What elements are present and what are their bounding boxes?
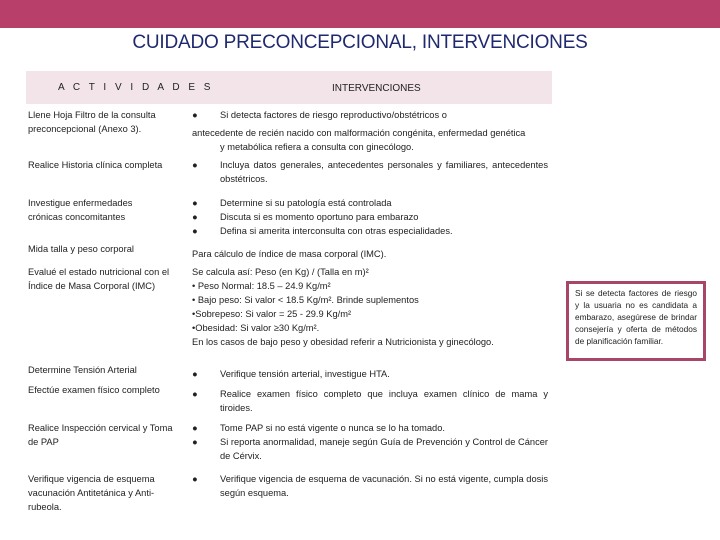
activity: Realice Historia clínica completa [28, 160, 163, 170]
intervention-line: • Peso Normal: 18.5 – 24.9 Kg/m² [192, 281, 331, 291]
header-actividades: A C T I V I D A D E S [58, 82, 214, 93]
bullet-icon: ● [192, 474, 198, 484]
bullet-icon: ● [192, 226, 198, 236]
intervention-line: Se calcula así: Peso (en Kg) / (Talla en m)² [192, 267, 369, 277]
bullet-icon: ● [192, 110, 198, 120]
bullet-icon: ● [192, 369, 198, 379]
top-bar [0, 0, 720, 28]
activity: Llene Hoja Filtro de la consulta preconcepcional (Anexo 3). [28, 110, 156, 134]
intervention-line: En los casos de bajo peso y obesidad referir a Nutricionista y ginecólogo. [192, 337, 494, 347]
intervention-line: •Obesidad: Si valor ≥30 Kg/m². [192, 323, 320, 333]
intervention: ● Si detecta factores de riesgo reproductivo/obstétricos o [192, 110, 447, 120]
bullet-icon: ● [192, 389, 198, 399]
intervention-line: • Bajo peso: Si valor < 18.5 Kg/m². Brinde suplementos [192, 295, 419, 305]
activity: Evalué el estado nutricional con el Índice de Masa Corporal (IMC) [28, 267, 170, 291]
bullet-icon: ● [192, 437, 198, 447]
activity: Verifique vigencia de esquema vacunación Antitetánica y Anti-rubeola. [28, 474, 155, 512]
bullet-icon: ● [192, 160, 198, 170]
intervention-line: antecedente de recién nacido con malformación congénita, enfermedad genética [192, 128, 526, 138]
intervention-line: •Sobrepeso: Si valor = 25 - 29.9 Kg/m² [192, 309, 352, 319]
intervention: ● Verifique vigencia de esquema de vacunación. Si no está vigente, cumpla dosis según esquema. [192, 474, 548, 498]
activity: Determine Tensión Arterial [28, 365, 137, 375]
intervention-line: y metabólica refiera a consulta con ginecólogo. [220, 142, 414, 152]
intervention: ● Realice examen físico completo que incluya examen clínico de mama y tiroides. [192, 389, 548, 413]
page-title: CUIDADO PRECONCEPCIONAL, INTERVENCIONES [132, 32, 588, 53]
activity: Realice Inspección cervical y Toma de PAP [28, 423, 173, 447]
intervention [192, 265, 548, 349]
activity: Efectúe examen físico completo [28, 385, 160, 395]
side-note: Si se detecta factores de riesgo y la usuaria no es candidata a embarazo, asegúrese de brindar consejería y oferta de métodos de planificación familiar. [566, 281, 706, 361]
intervention: ● Determine si su patología está controlada ● Discuta si es momento oportuno para embarazo ● Defina si amerita interconsulta con otras especialidades. [192, 198, 453, 236]
bullet-icon: ● [192, 423, 198, 433]
table-header [26, 71, 552, 104]
intervention: ● Verifique tensión arterial, investigue HTA. [192, 369, 390, 379]
intervention: ● Incluya datos generales, antecedentes personales y familiares, antecedentes obstétricos. [192, 160, 548, 184]
header-intervenciones: INTERVENCIONES [332, 83, 421, 94]
intervention: Para cálculo de índice de masa corporal (IMC). [192, 249, 387, 259]
activity: Mida talla y peso corporal [28, 244, 134, 254]
activity: Investigue enfermedades crónicas concomitantes [28, 198, 133, 222]
bullet-icon: ● [192, 212, 198, 222]
intervention: ● Tome PAP si no está vigente o nunca se lo ha tomado. ● Si reporta anormalidad, maneje según Guía de Prevención y Control de Cáncer de Cérvix. [192, 423, 548, 461]
bullet-icon: ● [192, 198, 198, 208]
